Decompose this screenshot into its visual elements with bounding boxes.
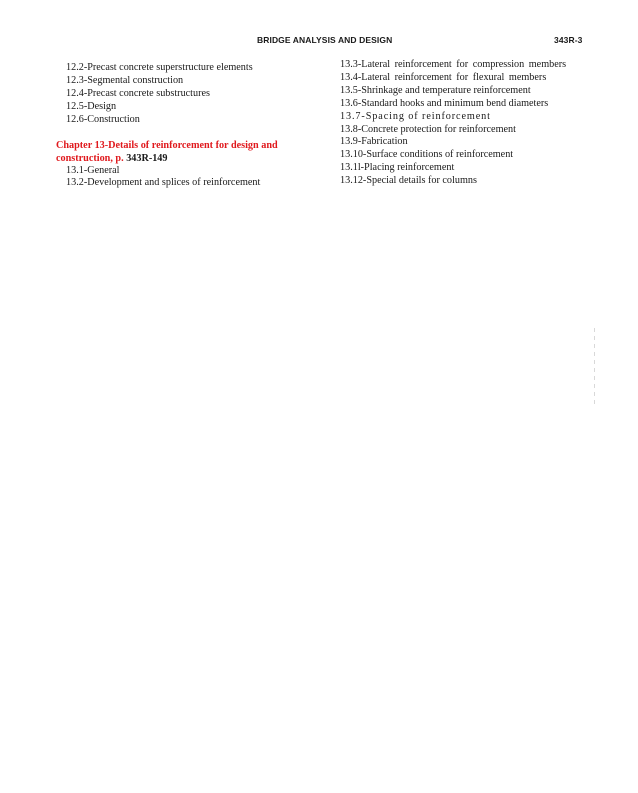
toc-entry-12-5: 12.5-Design bbox=[66, 100, 117, 112]
margin-mark bbox=[594, 376, 595, 380]
page-header bbox=[0, 35, 638, 49]
margin-mark bbox=[594, 384, 595, 388]
page-number: 343R-3 bbox=[554, 35, 583, 45]
toc-entry-13-12: 13.12-Special details for columns bbox=[340, 175, 477, 187]
toc-entry-13-1: 13.1-General bbox=[66, 164, 120, 176]
toc-entry-13-10: 13.10-Surface conditions of reinforcement bbox=[340, 149, 514, 161]
margin-mark bbox=[594, 392, 595, 396]
chapter-13-heading bbox=[56, 139, 296, 165]
toc-entry-13-8: 13.8-Concrete protection for reinforcement bbox=[340, 123, 516, 135]
toc-entry-13-5: 13.5-Shrinkage and temperature reinforcement bbox=[340, 84, 531, 96]
margin-mark bbox=[594, 344, 595, 348]
section-gap bbox=[56, 127, 296, 139]
toc-right-column bbox=[340, 59, 580, 188]
margin-mark bbox=[594, 368, 595, 372]
chapter-13-title-continued: construction, p. bbox=[56, 152, 124, 164]
chapter-13-page-ref: 343R-149 bbox=[126, 152, 168, 164]
margin-mark bbox=[594, 328, 595, 332]
toc-entry-12-6: 12.6-Construction bbox=[66, 113, 140, 125]
toc-entry-13-2: 13.2-Development and splices of reinforcement bbox=[66, 177, 261, 189]
margin-mark bbox=[594, 352, 595, 356]
toc-entry-12-3: 12.3-Segmental construction bbox=[66, 74, 184, 86]
chapter-13-title-line2 bbox=[56, 152, 296, 165]
margin-scan-marks bbox=[593, 328, 596, 410]
toc-entry-13-9: 13.9-Fabrication bbox=[340, 136, 408, 148]
toc-entry-12-4: 12.4-Precast concrete substructures bbox=[66, 87, 210, 99]
toc-entry-13-3: 13.3-Lateral reinforcement for compression members bbox=[340, 59, 567, 70]
margin-mark bbox=[594, 336, 595, 340]
running-title: BRIDGE ANALYSIS AND DESIGN bbox=[257, 35, 393, 45]
toc-entry-13-6: 13.6-Standard hooks and minimum bend diameters bbox=[340, 97, 549, 109]
toc-entry-13-11: 13.1l-Placing reinforcement bbox=[340, 162, 455, 174]
toc-entry-13-7: 13.7-Spacing of reinforcement bbox=[340, 110, 491, 122]
margin-mark bbox=[594, 400, 595, 404]
toc-left-column bbox=[56, 62, 296, 190]
chapter-13-title-line1: Chapter 13-Details of reinforcement for design and bbox=[56, 139, 278, 151]
toc-entry-13-4: 13.4-Lateral reinforcement for flexural members bbox=[340, 71, 547, 83]
margin-mark bbox=[594, 360, 595, 364]
toc-entry-12-2: 12.2-Precast concrete superstructure elements bbox=[66, 62, 253, 73]
